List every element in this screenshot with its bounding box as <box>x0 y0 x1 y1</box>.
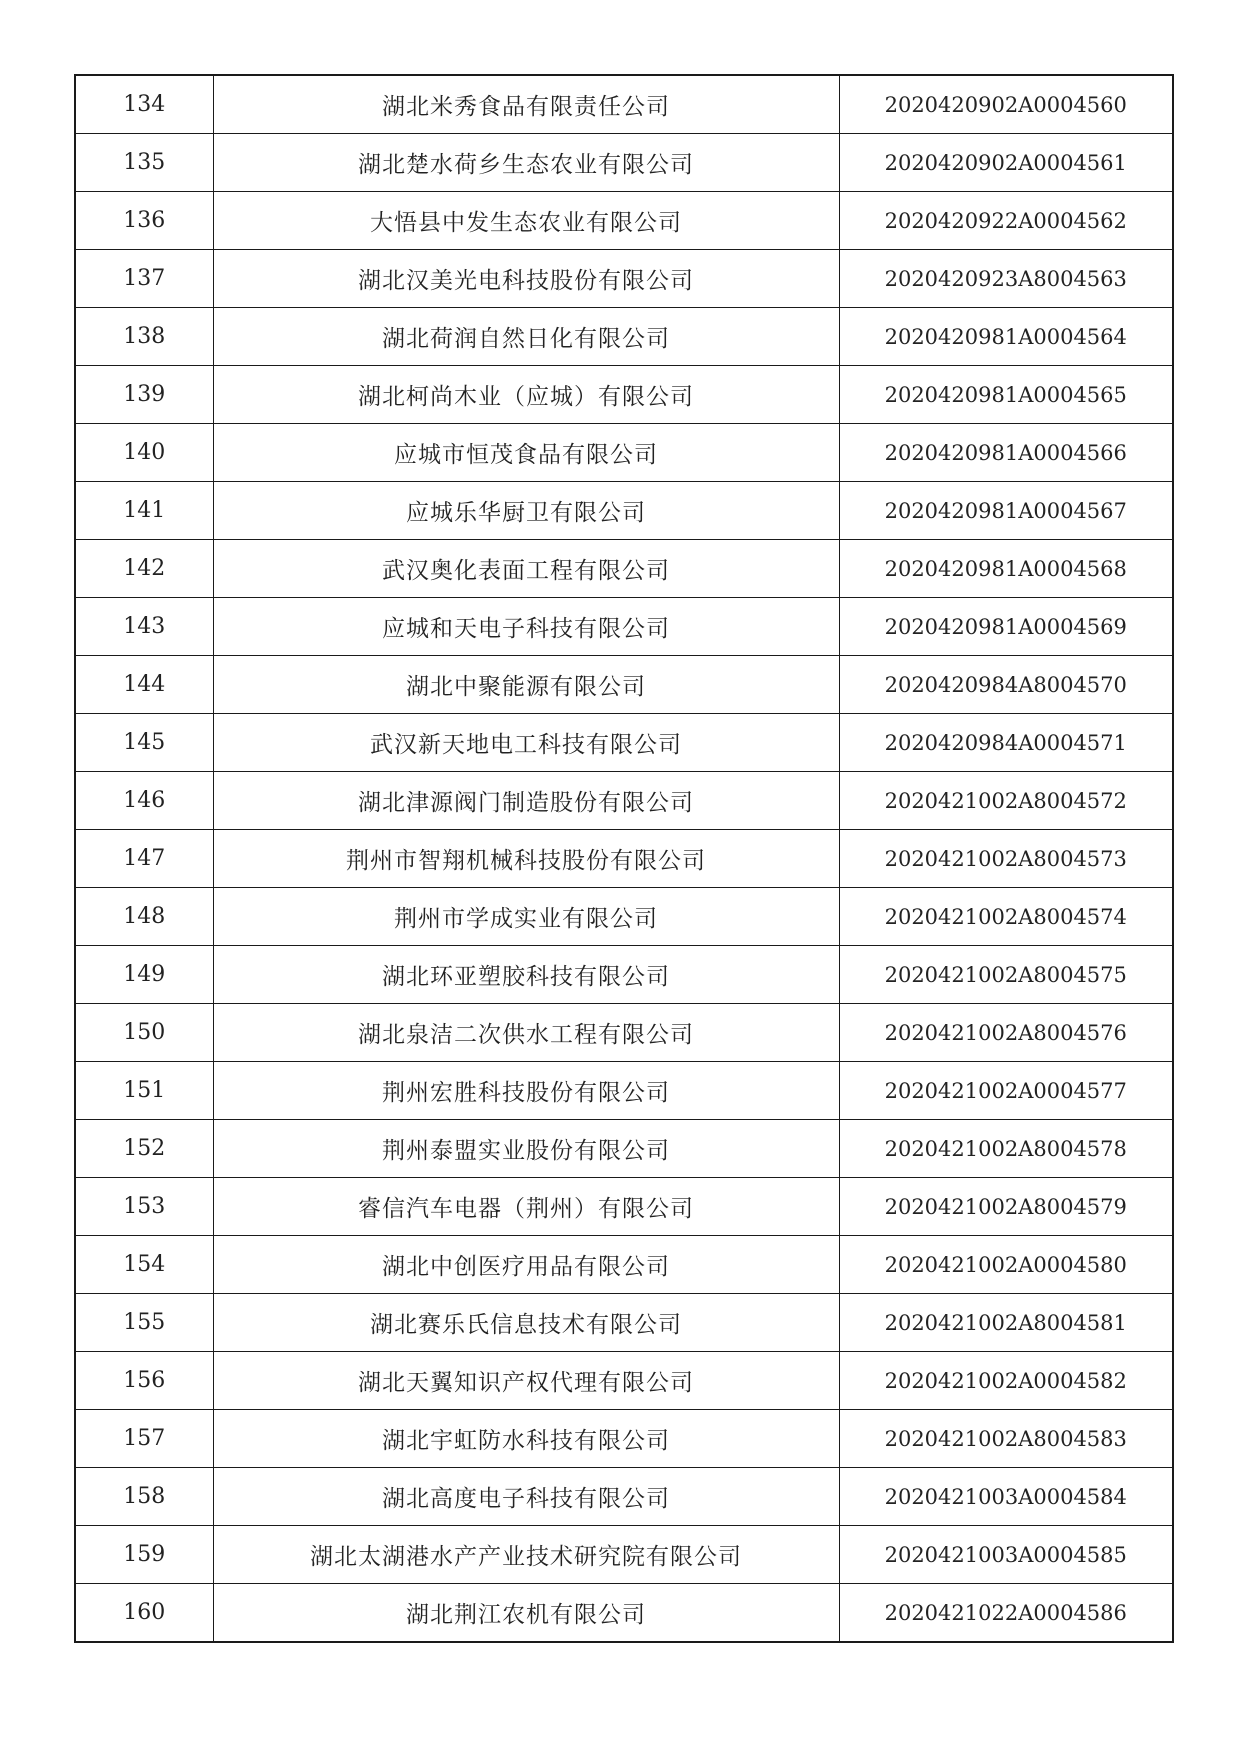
registration-code-cell: 2020421002A0004580 <box>839 1236 1173 1294</box>
company-name-cell: 大悟县中发生态农业有限公司 <box>213 192 839 250</box>
row-number-cell: 141 <box>75 482 213 540</box>
table-row <box>75 134 1173 192</box>
company-name-cell: 湖北汉美光电科技股份有限公司 <box>213 250 839 308</box>
table-row <box>75 1236 1173 1294</box>
table-row <box>75 1004 1173 1062</box>
row-number-cell: 153 <box>75 1178 213 1236</box>
registration-code-cell: 2020421002A8004581 <box>839 1294 1173 1352</box>
company-name-cell: 湖北米秀食品有限责任公司 <box>213 75 839 134</box>
registration-code-cell: 2020420981A0004569 <box>839 598 1173 656</box>
company-name-cell: 荆州市学成实业有限公司 <box>213 888 839 946</box>
table-row <box>75 75 1173 134</box>
registration-code-cell: 2020421002A8004576 <box>839 1004 1173 1062</box>
registration-code-cell: 2020421002A8004575 <box>839 946 1173 1004</box>
row-number-cell: 150 <box>75 1004 213 1062</box>
company-name-cell: 湖北荆江农机有限公司 <box>213 1584 839 1643</box>
company-name-cell: 湖北赛乐氏信息技术有限公司 <box>213 1294 839 1352</box>
registration-code-cell: 2020421002A8004578 <box>839 1120 1173 1178</box>
company-name-cell: 应城市恒茂食品有限公司 <box>213 424 839 482</box>
table-row <box>75 1352 1173 1410</box>
table-row <box>75 1584 1173 1643</box>
table-row <box>75 192 1173 250</box>
registration-code-cell: 2020420981A0004567 <box>839 482 1173 540</box>
row-number-cell: 151 <box>75 1062 213 1120</box>
company-name-cell: 湖北中创医疗用品有限公司 <box>213 1236 839 1294</box>
registration-code-cell: 2020420984A8004570 <box>839 656 1173 714</box>
company-name-cell: 睿信汽车电器（荆州）有限公司 <box>213 1178 839 1236</box>
registration-code-cell: 2020421002A8004574 <box>839 888 1173 946</box>
row-number-cell: 138 <box>75 308 213 366</box>
table-row <box>75 482 1173 540</box>
table-row <box>75 540 1173 598</box>
row-number-cell: 156 <box>75 1352 213 1410</box>
row-number-cell: 136 <box>75 192 213 250</box>
registration-code-cell: 2020420981A0004564 <box>839 308 1173 366</box>
company-name-cell: 湖北环亚塑胶科技有限公司 <box>213 946 839 1004</box>
registration-code-cell: 2020421002A0004582 <box>839 1352 1173 1410</box>
company-name-cell: 湖北津源阀门制造股份有限公司 <box>213 772 839 830</box>
row-number-cell: 134 <box>75 75 213 134</box>
registration-code-cell: 2020420902A0004561 <box>839 134 1173 192</box>
table-row <box>75 830 1173 888</box>
row-number-cell: 147 <box>75 830 213 888</box>
table-row <box>75 366 1173 424</box>
table-row <box>75 598 1173 656</box>
registration-code-cell: 2020421003A0004584 <box>839 1468 1173 1526</box>
table-row <box>75 714 1173 772</box>
row-number-cell: 146 <box>75 772 213 830</box>
row-number-cell: 135 <box>75 134 213 192</box>
table-row <box>75 656 1173 714</box>
row-number-cell: 137 <box>75 250 213 308</box>
row-number-cell: 155 <box>75 1294 213 1352</box>
registration-code-cell: 2020420923A8004563 <box>839 250 1173 308</box>
registration-code-cell: 2020420981A0004566 <box>839 424 1173 482</box>
company-name-cell: 湖北楚水荷乡生态农业有限公司 <box>213 134 839 192</box>
table-row <box>75 772 1173 830</box>
table-row <box>75 424 1173 482</box>
registration-code-cell: 2020421002A8004579 <box>839 1178 1173 1236</box>
company-name-cell: 荆州宏胜科技股份有限公司 <box>213 1062 839 1120</box>
company-name-cell: 湖北太湖港水产产业技术研究院有限公司 <box>213 1526 839 1584</box>
row-number-cell: 159 <box>75 1526 213 1584</box>
registration-code-cell: 2020420922A0004562 <box>839 192 1173 250</box>
row-number-cell: 140 <box>75 424 213 482</box>
row-number-cell: 139 <box>75 366 213 424</box>
company-name-cell: 湖北天翼知识产权代理有限公司 <box>213 1352 839 1410</box>
registration-code-cell: 2020421002A8004572 <box>839 772 1173 830</box>
table-row <box>75 1120 1173 1178</box>
registration-code-cell: 2020420981A0004568 <box>839 540 1173 598</box>
company-name-cell: 应城乐华厨卫有限公司 <box>213 482 839 540</box>
row-number-cell: 158 <box>75 1468 213 1526</box>
table-row <box>75 1294 1173 1352</box>
row-number-cell: 152 <box>75 1120 213 1178</box>
company-name-cell: 湖北泉洁二次供水工程有限公司 <box>213 1004 839 1062</box>
row-number-cell: 149 <box>75 946 213 1004</box>
row-number-cell: 157 <box>75 1410 213 1468</box>
registration-code-cell: 2020420981A0004565 <box>839 366 1173 424</box>
company-name-cell: 湖北中聚能源有限公司 <box>213 656 839 714</box>
company-name-cell: 荆州泰盟实业股份有限公司 <box>213 1120 839 1178</box>
registration-code-cell: 2020420984A0004571 <box>839 714 1173 772</box>
table-row <box>75 1410 1173 1468</box>
table-row <box>75 1178 1173 1236</box>
row-number-cell: 148 <box>75 888 213 946</box>
table-row <box>75 946 1173 1004</box>
table-row <box>75 250 1173 308</box>
table-row <box>75 888 1173 946</box>
registration-code-cell: 2020420902A0004560 <box>839 75 1173 134</box>
registration-code-cell: 2020421002A8004573 <box>839 830 1173 888</box>
table-row <box>75 308 1173 366</box>
company-name-cell: 应城和天电子科技有限公司 <box>213 598 839 656</box>
row-number-cell: 143 <box>75 598 213 656</box>
company-registry-table <box>74 74 1174 1643</box>
registration-code-cell: 2020421002A8004583 <box>839 1410 1173 1468</box>
company-name-cell: 武汉奥化表面工程有限公司 <box>213 540 839 598</box>
company-name-cell: 湖北柯尚木业（应城）有限公司 <box>213 366 839 424</box>
table-row <box>75 1468 1173 1526</box>
row-number-cell: 145 <box>75 714 213 772</box>
company-name-cell: 湖北高度电子科技有限公司 <box>213 1468 839 1526</box>
company-name-cell: 湖北荷润自然日化有限公司 <box>213 308 839 366</box>
registration-code-cell: 2020421003A0004585 <box>839 1526 1173 1584</box>
registration-code-cell: 2020421022A0004586 <box>839 1584 1173 1643</box>
company-name-cell: 武汉新天地电工科技有限公司 <box>213 714 839 772</box>
registration-code-cell: 2020421002A0004577 <box>839 1062 1173 1120</box>
table-row <box>75 1526 1173 1584</box>
row-number-cell: 144 <box>75 656 213 714</box>
row-number-cell: 142 <box>75 540 213 598</box>
table-row <box>75 1062 1173 1120</box>
table-body <box>75 75 1173 1642</box>
company-name-cell: 湖北宇虹防水科技有限公司 <box>213 1410 839 1468</box>
company-name-cell: 荆州市智翔机械科技股份有限公司 <box>213 830 839 888</box>
row-number-cell: 154 <box>75 1236 213 1294</box>
row-number-cell: 160 <box>75 1584 213 1643</box>
